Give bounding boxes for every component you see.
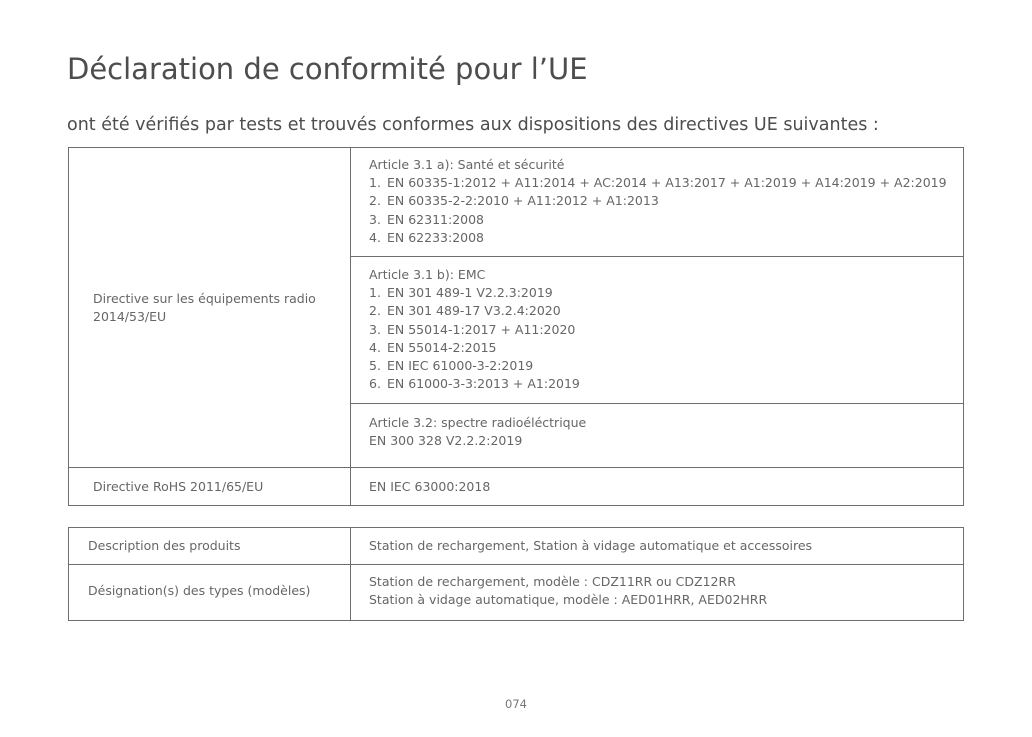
type-designation-line: Station de rechargement, modèle : CDZ11RR ou CDZ12RR <box>369 574 736 589</box>
directives-table <box>68 147 964 506</box>
article-31b-standards <box>369 284 580 393</box>
row-divider <box>69 564 964 565</box>
list-item: 4. EN 62233:2008 <box>369 229 485 245</box>
list-item: 2. EN 301 489-17 V3.2.4:2020 <box>369 303 561 319</box>
article-32-heading: Article 3.2: spectre radioéléctrique <box>369 415 587 430</box>
list-item: 2. EN 60335-2-2:2010 + A11:2012 + A1:2013 <box>369 193 659 209</box>
row-divider <box>350 256 964 257</box>
list-item: 3. EN 55014-1:2017 + A11:2020 <box>369 321 576 337</box>
article-32-cell <box>369 414 586 450</box>
row-divider <box>350 403 964 404</box>
article-31a-heading: Article 3.1 a): Santé et sécurité <box>369 157 565 172</box>
article-31a-cell <box>369 156 947 247</box>
article-31a-standards <box>369 174 947 247</box>
type-designation-label: Désignation(s) des types (modèles) <box>88 583 311 598</box>
article-32-standard: EN 300 328 V2.2.2:2019 <box>369 433 523 449</box>
column-divider <box>350 528 351 620</box>
radio-directive-cell <box>93 290 316 326</box>
column-divider <box>350 148 351 505</box>
page-subtitle: ont été vérifiés par tests et trouvés conformes aux dispositions des directives UE suivantes : <box>67 115 879 135</box>
product-description-value: Station de rechargement, Station à vidage automatique et accessoires <box>369 538 813 553</box>
article-31b-cell <box>369 266 580 393</box>
rohs-directive: Directive RoHS 2011/65/EU <box>93 479 264 494</box>
list-item: 6. EN 61000-3-3:2013 + A1:2019 <box>369 376 580 392</box>
type-designation-line: Station à vidage automatique, modèle : AED01HRR, AED02HRR <box>369 592 768 608</box>
list-item: 1. EN 60335-1:2012 + A11:2014 + AC:2014 + A13:2017 + A1:2019 + A14:2019 + A2:2019 <box>369 175 947 191</box>
radio-directive-name: Directive sur les équipements radio <box>93 291 316 306</box>
page-number: 074 <box>505 697 527 711</box>
row-divider <box>69 467 964 468</box>
list-item: 4. EN 55014-2:2015 <box>369 339 497 355</box>
article-31b-heading: Article 3.1 b): EMC <box>369 267 486 282</box>
product-description-label: Description des produits <box>88 538 241 553</box>
type-designation-value <box>369 573 767 609</box>
page-title: Déclaration de conformité pour l’UE <box>67 52 588 86</box>
list-item: 5. EN IEC 61000-3-2:2019 <box>369 358 534 374</box>
radio-directive-number: 2014/53/EU <box>93 309 167 325</box>
rohs-standard: EN IEC 63000:2018 <box>369 479 491 494</box>
list-item: 3. EN 62311:2008 <box>369 211 485 227</box>
product-table <box>68 527 964 621</box>
list-item: 1. EN 301 489-1 V2.2.3:2019 <box>369 285 553 301</box>
